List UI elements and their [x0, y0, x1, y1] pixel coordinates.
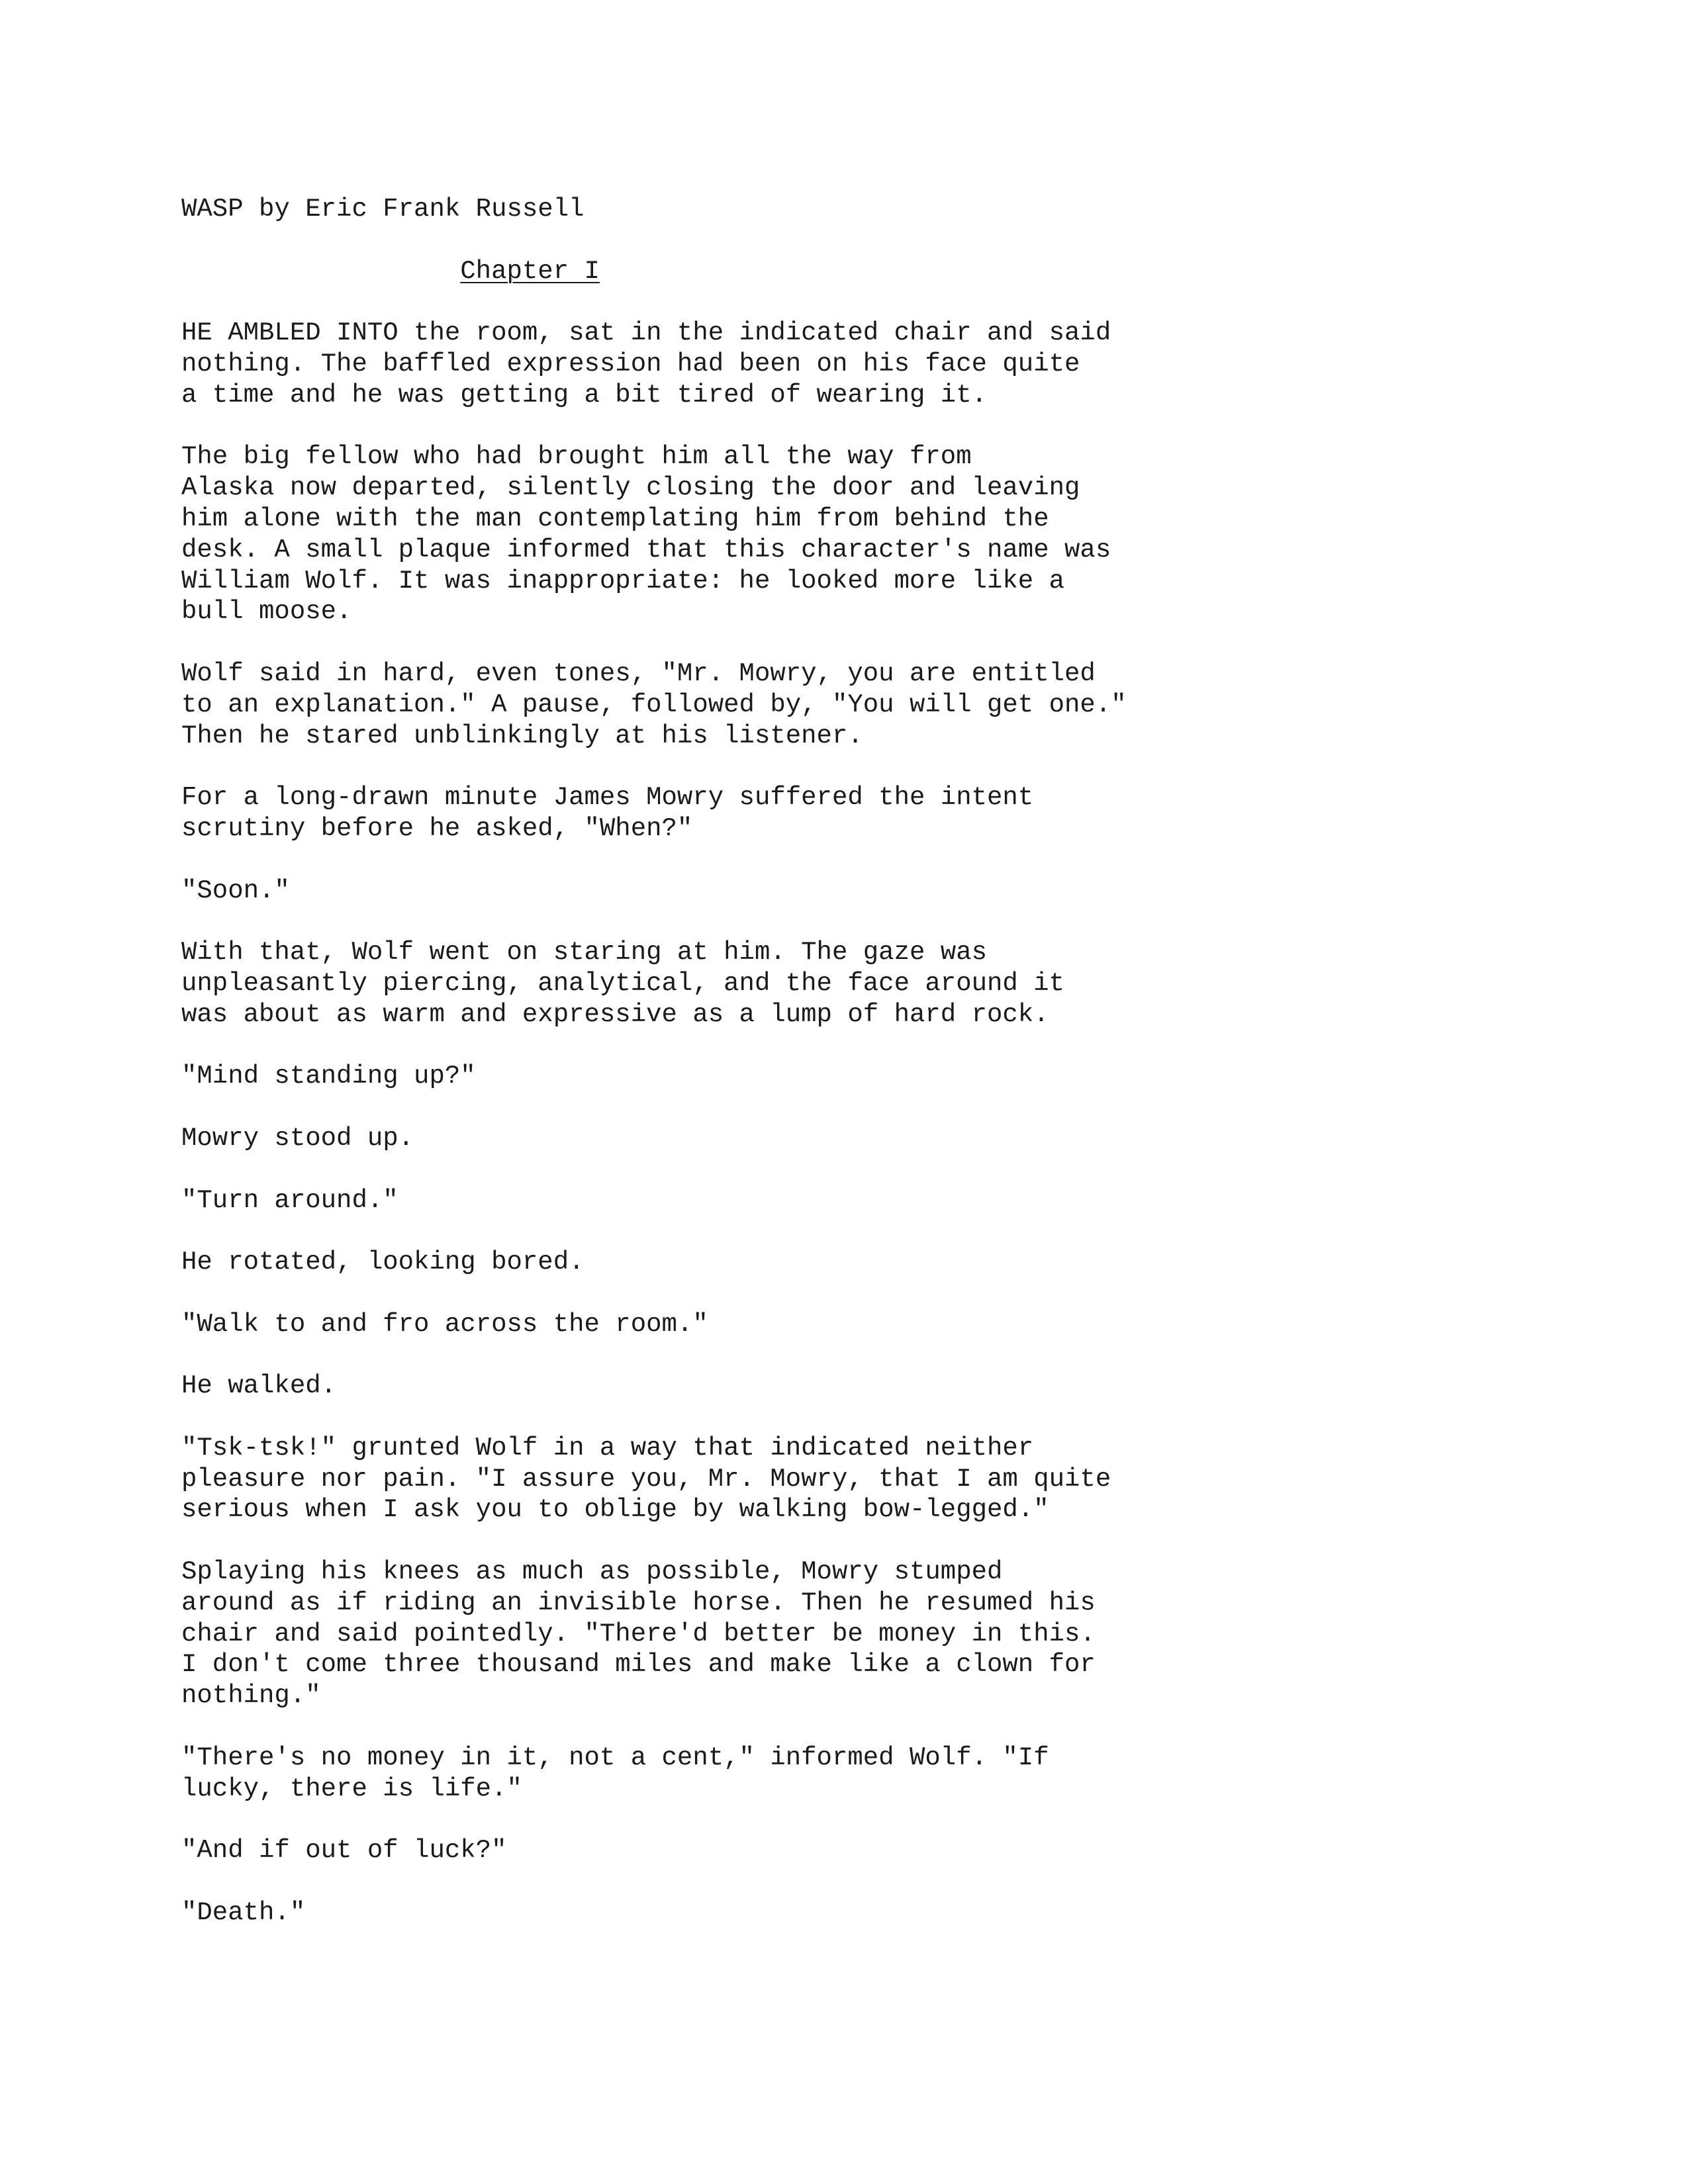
blank-line — [181, 1804, 1505, 1835]
chapter-heading: Chapter I — [460, 256, 600, 286]
blank-line — [181, 1154, 1505, 1185]
blank-line — [181, 411, 1505, 442]
text-line: "Soon." — [181, 876, 290, 905]
text-line: serious when I ask you to oblige by walking bow-legged." — [181, 1495, 1049, 1525]
blank-line — [181, 1866, 1505, 1897]
text-line: scrutiny before he asked, "When?" — [181, 813, 693, 843]
text-line: "Death." — [181, 1897, 306, 1927]
blank-line — [181, 1402, 1505, 1433]
text-line: Mowry stood up. — [181, 1123, 414, 1153]
text-line: I don't come three thousand miles and make like a clown for — [181, 1650, 1096, 1680]
text-line: "And if out of luck?" — [181, 1836, 507, 1866]
blank-line — [181, 906, 1505, 937]
text-line: lucky, there is life." — [181, 1774, 522, 1803]
text-line: him alone with the man contemplating him from behind the — [181, 504, 1049, 533]
text-line: desk. A small plaque informed that this character's name was — [181, 535, 1111, 565]
blank-line — [181, 1030, 1505, 1062]
text-line: Splaying his knees as much as possible, Mowry stumped — [181, 1557, 1003, 1587]
text-line: William Wolf. It was inappropriate: he looked more like a — [181, 566, 1065, 596]
chapter-heading-line — [181, 256, 1505, 287]
text-line: For a long-drawn minute James Mowry suffered the intent — [181, 783, 1034, 813]
document-title: WASP by Eric Frank Russell — [181, 195, 585, 224]
text-line: "Tsk-tsk!" grunted Wolf in a way that indicated neither — [181, 1433, 1034, 1463]
text-line: Then he stared unblinkingly at his listener. — [181, 721, 863, 751]
blank-line — [181, 1711, 1505, 1743]
text-line: was about as warm and expressive as a lump of hard rock. — [181, 999, 1049, 1029]
text-line: Wolf said in hard, even tones, "Mr. Mowry, you are entitled — [181, 659, 1096, 688]
text-line: Alaska now departed, silently closing the door and leaving — [181, 473, 1080, 503]
text-line: nothing. The baffled expression had been on his face quite — [181, 349, 1080, 379]
text-line: nothing." — [181, 1681, 321, 1711]
text-line: "There's no money in it, not a cent," informed Wolf. "If — [181, 1743, 1049, 1772]
blank-line — [181, 1278, 1505, 1309]
text-line: He rotated, looking bored. — [181, 1248, 585, 1277]
text-line: "Turn around." — [181, 1185, 399, 1215]
blank-line — [181, 287, 1505, 318]
blank-line — [181, 1092, 1505, 1123]
text-line: to an explanation." A pause, followed by, "You will get one." — [181, 690, 1127, 719]
text-line: With that, Wolf went on staring at him. The gaze was — [181, 938, 987, 968]
blank-line — [181, 844, 1505, 876]
text-line: "Mind standing up?" — [181, 1062, 476, 1091]
blank-line — [181, 751, 1505, 782]
text-line: He walked. — [181, 1371, 337, 1401]
text-line: chair and said pointedly. "There'd better be money in this. — [181, 1619, 1096, 1649]
text-line: a time and he was getting a bit tired of wearing it. — [181, 380, 987, 410]
text-line: unpleasantly piercing, analytical, and the face around it — [181, 968, 1065, 998]
text-line: HE AMBLED INTO the room, sat in the indicated chair and said — [181, 318, 1111, 348]
document-body — [181, 194, 1505, 1929]
blank-line — [181, 1340, 1505, 1371]
text-line: around as if riding an invisible horse. Then he resumed his — [181, 1588, 1096, 1617]
text-line: The big fellow who had brought him all the way from — [181, 442, 972, 472]
text-line: "Walk to and fro across the room." — [181, 1309, 708, 1339]
blank-line — [181, 627, 1505, 659]
blank-line — [181, 1216, 1505, 1247]
blank-line — [181, 1525, 1505, 1557]
text-line: bull moose. — [181, 597, 352, 627]
blank-line — [181, 225, 1505, 256]
text-line: pleasure nor pain. "I assure you, Mr. Mowry, that I am quite — [181, 1464, 1111, 1494]
